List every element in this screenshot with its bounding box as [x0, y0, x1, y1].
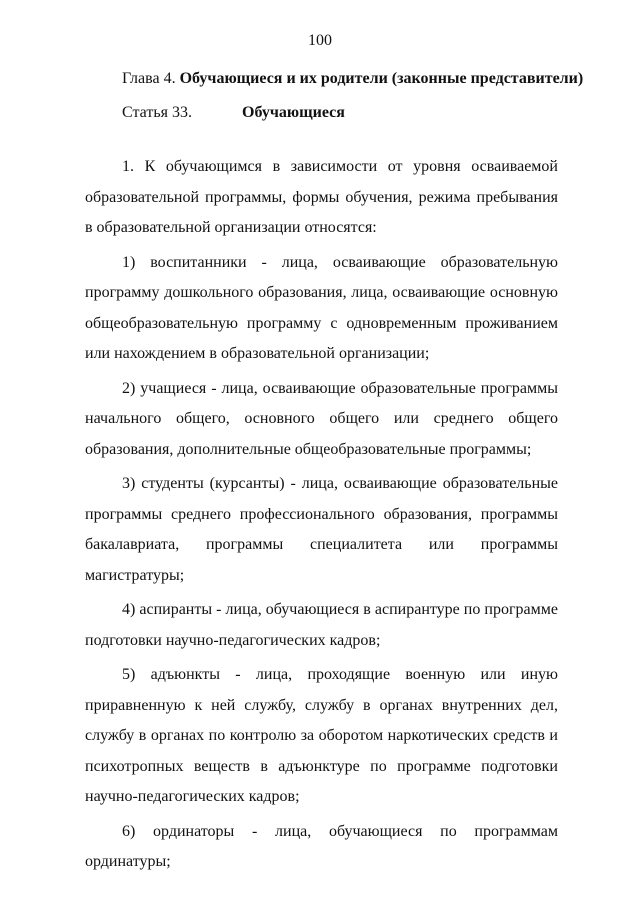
article-heading: [122, 104, 345, 122]
paragraph-item-1: 1) воспитанники - лица, осваивающие образовательную программу дошкольного образования, лица, осваивающие основную общеобразовательную программу с одновременным проживанием или нахождением в образовательной организации;: [85, 253, 558, 362]
chapter-title: Обучающиеся и их родители (законные представители): [179, 70, 584, 87]
page-number: 100: [308, 32, 332, 49]
paragraph-item-6: 6) ординаторы - лица, обучающиеся по программам ординатуры;: [85, 822, 558, 870]
chapter-heading: [122, 70, 583, 88]
paragraph-item-3: 3) студенты (курсанты) - лица, осваивающие образовательные программы среднего профессионального образования, программы бакалавриата, программы специалитета или программы магистратуры;: [85, 475, 558, 584]
article-label: Статья 33.: [122, 104, 192, 121]
paragraph-item-5: 5) адъюнкты - лица, проходящие военную или иную приравненную к ней службу, службу в органах внутренних дел, службу в органах по контролю за оборотом наркотических средств и психотропных веществ в адъюнктуре по программе подготовки научно-педагогических кадров;: [85, 666, 558, 805]
article-title: Обучающиеся: [242, 104, 345, 121]
paragraph-item-4: 4) аспиранты - лица, обучающиеся в аспирантуре по программе подготовки научно-педагогических кадров;: [85, 601, 558, 649]
paragraph-item-2: 2) учащиеся - лица, осваивающие образовательные программы начального общего, основного общего или среднего общего образования, дополнительные общеобразовательные программы;: [85, 379, 558, 458]
article-body: [85, 152, 558, 882]
chapter-prefix: Глава 4.: [122, 70, 180, 87]
paragraph-1: 1. К обучающимся в зависимости от уровня осваиваемой образовательной программы, формы обучения, режима пребывания в образовательной организации относятся:: [85, 158, 558, 236]
